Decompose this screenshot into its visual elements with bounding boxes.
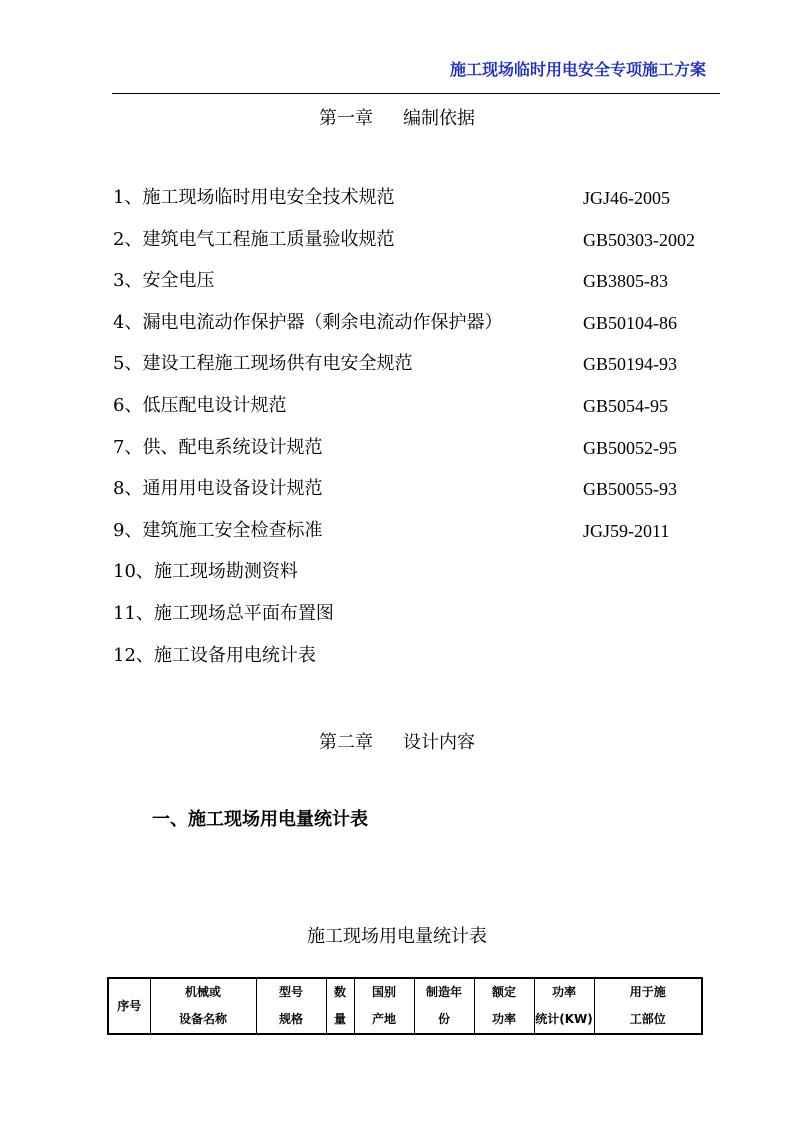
reference-label: 5、建设工程施工现场供有电安全规范 [113,353,413,375]
table-header-cell [414,978,474,1034]
table-header-cell [474,978,534,1034]
header-cell-line2: 工部位 [629,1012,666,1026]
list-item [113,560,723,602]
header-cell-line1: 数 [333,985,346,999]
reference-code: JGJ59-2011 [583,520,670,541]
list-item [113,519,723,561]
list-item [113,228,723,270]
header-cell-line1: 序号 [117,998,142,1013]
header-cell-line2: 产地 [371,1012,396,1026]
reference-code: JGJ46-2005 [583,188,671,208]
list-item [113,602,723,644]
header-cell-line1: 用于施 [629,985,666,999]
header-cell-line1: 机械或 [184,985,221,999]
reference-code: GB50052-95 [583,437,677,458]
reference-code: GB5054-95 [583,395,668,416]
header-divider [112,93,720,94]
chapter-1-number: 第一章 [319,108,373,129]
section-heading: 一、施工现场用电量统计表 [152,809,368,830]
header-cell-line2: 统计(KW) [535,1012,593,1026]
table-header-row [108,978,702,1034]
list-item [113,269,723,311]
reference-code: GB50104-86 [583,312,677,333]
reference-label: 11、施工现场总平面布置图 [113,602,334,624]
chapter-1-heading [0,104,794,130]
list-item [113,436,723,478]
header-cell-line2: 功率 [491,1012,516,1026]
table-header-cell [354,978,414,1034]
header-cell-line2: 规格 [278,1012,303,1026]
header-cell-line1: 功率 [551,985,576,999]
chapter-2-number: 第二章 [319,732,373,753]
header-cell-line1: 制造年 [425,985,462,999]
list-item [113,644,723,686]
reference-label: 1、施工现场临时用电安全技术规范 [113,187,395,208]
reference-label: 12、施工设备用电统计表 [113,644,316,666]
reference-label: 4、漏电电流动作保护器（剩余电流动作保护器） [113,311,503,333]
reference-label: 2、建筑电气工程施工质量验收规范 [113,228,395,250]
chapter-1-title: 编制依据 [403,108,475,129]
reference-code: GB3805-83 [583,271,668,292]
reference-label: 8、通用用电设备设计规范 [113,478,323,500]
reference-label: 9、建筑施工安全检查标准 [113,519,323,541]
list-item [113,311,723,353]
header-cell-line1: 额定 [491,985,516,999]
document-header-title: 施工现场临时用电安全专项施工方案 [449,60,706,79]
list-item [113,352,723,394]
header-cell-line1: 型号 [278,985,303,999]
table-header-cell [534,978,594,1034]
list-item [113,186,723,228]
chapter-2-title: 设计内容 [403,732,475,753]
reference-code: GB50303-2002 [583,229,695,250]
reference-label: 7、供、配电系统设计规范 [113,436,323,458]
reference-code: GB50055-93 [583,479,677,500]
chapter-2-heading [0,728,794,754]
table-header-cell [594,978,702,1034]
reference-label: 10、施工现场勘测资料 [113,561,298,583]
table-caption: 施工现场用电量统计表 [307,926,487,947]
table-header-cell [108,978,150,1034]
reference-label: 3、安全电压 [113,270,215,292]
reference-list [113,186,723,685]
reference-code: GB50194-93 [583,354,677,375]
table-header-cell [256,978,326,1034]
table-header-cell [150,978,256,1034]
header-cell-line2: 份 [437,1012,450,1026]
list-item [113,477,723,519]
header-cell-line2: 设备名称 [178,1012,227,1026]
list-item [113,394,723,436]
power-usage-table [107,977,703,1035]
reference-label: 6、低压配电设计规范 [113,394,287,416]
header-cell-line1: 国别 [371,985,396,999]
header-cell-line2: 量 [333,1012,346,1026]
table-header-cell [326,978,354,1034]
